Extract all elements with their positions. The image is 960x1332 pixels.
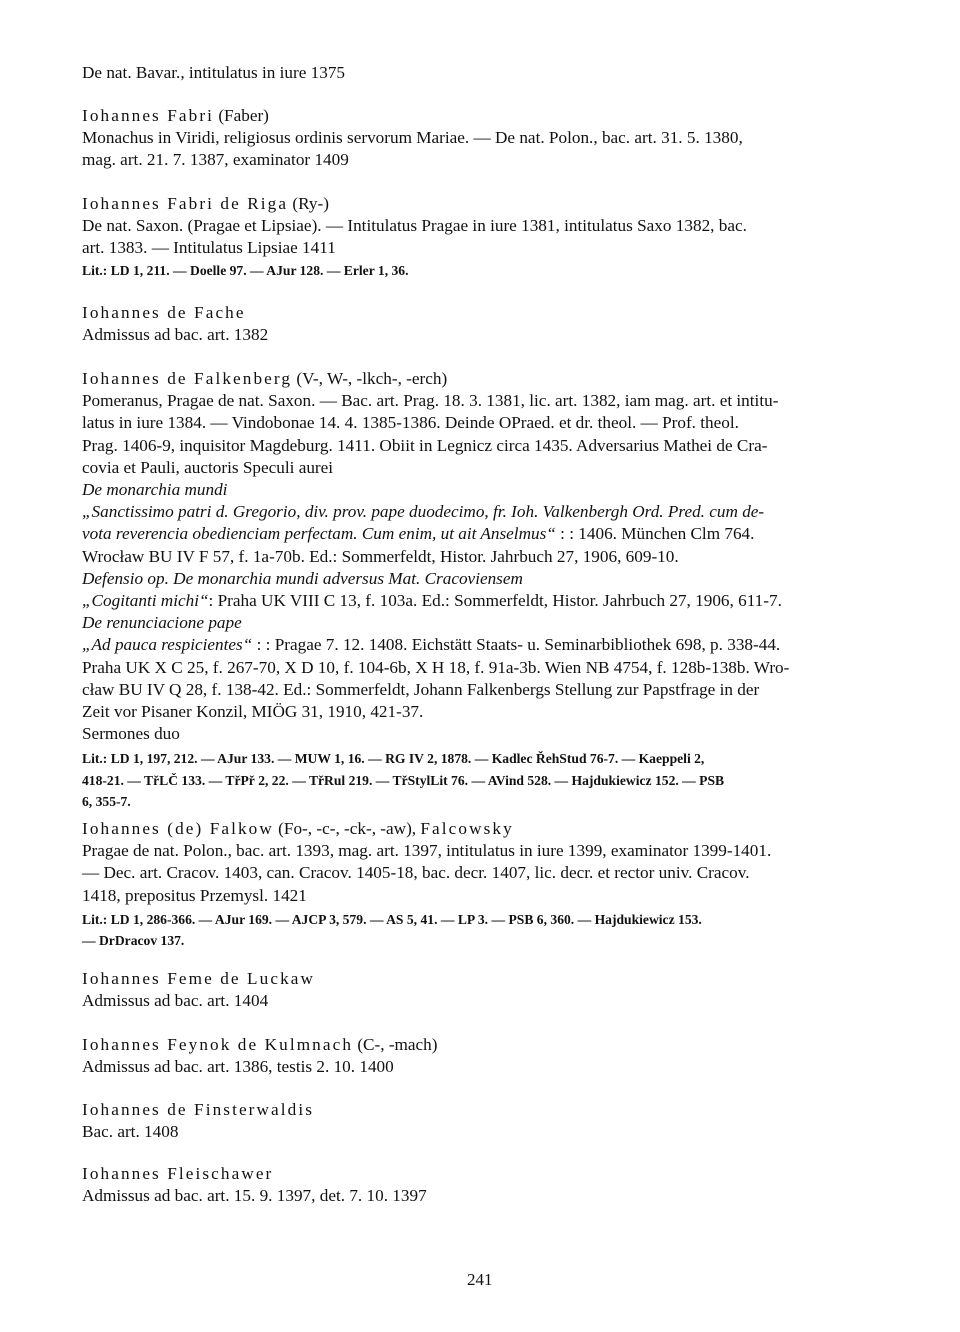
work-line xyxy=(82,546,890,568)
work-details: Sermones duo xyxy=(82,724,180,744)
entry-variants: (Faber) xyxy=(214,106,269,125)
work-details: Praha UK X C 25, f. 267-70, X D 10, f. 104-6b, X H 18, f. 91a-3b. Wien NB 4754, f. 128b-138b. Wro- xyxy=(82,657,790,677)
entry-heading xyxy=(82,968,890,990)
entry-iohannes-de-falkow xyxy=(82,818,890,952)
entry-line: — Dec. art. Cracov. 1403, can. Cracov. 1405-18, bac. decr. 1407, lic. decr. et rector univ. Cracov. xyxy=(82,863,750,883)
entry-heading xyxy=(82,302,890,324)
work-line xyxy=(82,679,890,701)
work-title: De monarchia mundi xyxy=(82,480,228,500)
entry-line: latus in iure 1384. — Vindobonae 14. 4. 1385-1386. Deinde OPraed. et dr. theol. — Prof. theol. xyxy=(82,413,739,433)
entry-iohannes-fabri-de-riga xyxy=(82,193,890,281)
entry-name: Iohannes de Fache xyxy=(82,303,246,322)
entry-line: Admissus ad bac. art. 1404 xyxy=(82,991,269,1011)
entry-name: Iohannes Feme de Luckaw xyxy=(82,969,315,988)
work-incipit: „Sanctissimo patri d. Gregorio, div. prov. pape duodecimo, fr. Ioh. Valkenbergh Ord. Pred. cum de- xyxy=(82,502,765,522)
work-line xyxy=(82,701,890,723)
entry-line: De nat. Bavar., intitulatus in iure 1375 xyxy=(82,63,346,82)
entry-variants: (Ry-) xyxy=(288,194,329,213)
work-line xyxy=(82,657,890,679)
entry-heading xyxy=(82,1099,890,1121)
entry-name-alt: Falcowsky xyxy=(420,819,514,838)
entry-variants: (C-, -mach) xyxy=(353,1035,438,1054)
work-line xyxy=(82,523,890,545)
entry-line: mag. art. 21. 7. 1387, examinator 1409 xyxy=(82,150,349,170)
entry-heading xyxy=(82,818,890,840)
entry-variants: (Fo-, -c-, -ck-, -aw), xyxy=(273,819,421,838)
work-line xyxy=(82,479,890,501)
entry-iohannes-feynok-de-kulmnach xyxy=(82,1034,890,1078)
entry-name: Iohannes Fabri de Riga xyxy=(82,194,289,213)
entry-name: Iohannes (de) Falkow xyxy=(82,819,274,838)
entry-line: Pomeranus, Pragae de nat. Saxon. — Bac. art. Prag. 18. 3. 1381, lic. art. 1382, iam mag. art. et intitu- xyxy=(82,391,779,411)
literature-line: Lit.: LD 1, 286-366. — AJur 169. — AJCP 3, 579. — AS 5, 41. — LP 3. — PSB 6, 360. — Hajdukiewicz 153. xyxy=(82,911,702,927)
entry-iohannes-feme-de-luckaw xyxy=(82,968,890,1012)
entry-line: De nat. Saxon. (Pragae et Lipsiae). — Intitulatus Pragae in iure 1381, intitulatus Saxo 1382, bac. xyxy=(82,216,747,236)
entry-iohannes-de-finsterwaldis xyxy=(82,1099,890,1143)
entry-heading xyxy=(82,1034,890,1056)
entry-name: Iohannes Feynok de Kulmnach xyxy=(82,1035,354,1054)
literature-line: 418-21. — TřLČ 133. — TřPř 2, 22. — TřRul 219. — TřStylLit 76. — AVind 528. — Hajdukiewicz 152. — PSB xyxy=(82,772,725,788)
entry-line: Pragae de nat. Polon., bac. art. 1393, mag. art. 1397, intitulatus in iure 1399, examinator 1399-1401. xyxy=(82,841,772,861)
literature-line: — DrDracov 137. xyxy=(82,933,185,949)
entry-variants: (V-, W-, -lkch-, -erch) xyxy=(292,369,448,388)
work-line xyxy=(82,568,890,590)
entry-line: Admissus ad bac. art. 1386, testis 2. 10. 1400 xyxy=(82,1057,394,1077)
entry-name: Iohannes de Falkenberg xyxy=(82,369,293,388)
work-line xyxy=(82,634,890,656)
work-details: : : 1406. München Clm 764. xyxy=(555,524,755,544)
entry-heading xyxy=(82,1163,890,1185)
work-line xyxy=(82,501,890,523)
entry-heading xyxy=(82,193,890,215)
work-details: Zeit vor Pisaner Konzil, MIÖG 31, 1910, 421-37. xyxy=(82,702,424,722)
entry-line: art. 1383. — Intitulatus Lipsiae 1411 xyxy=(82,238,336,258)
entry-heading xyxy=(82,105,890,127)
work-details: cław BU IV Q 28, f. 138-42. Ed.: Sommerfeldt, Johann Falkenbergs Stellung zur Papstfrage in der xyxy=(82,679,760,699)
literature-line: 6, 355-7. xyxy=(82,794,131,810)
work-line xyxy=(82,590,890,612)
entry-line: Admissus ad bac. art. 15. 9. 1397, det. 7. 10. 1397 xyxy=(82,1186,427,1206)
entry-name: Iohannes de Finsterwaldis xyxy=(82,1100,314,1119)
entry-iohannes-fabri xyxy=(82,105,890,172)
entry-iohannes-de-falkenberg xyxy=(82,368,890,813)
work-incipit: „Ad pauca respicientes“ xyxy=(82,635,253,655)
page-number: 241 xyxy=(467,1270,493,1289)
entry-line: Prag. 1406-9, inquisitor Magdeburg. 1411. Obiit in Legnicz circa 1435. Adversarius Mathei de Cra- xyxy=(82,435,768,455)
entry-heading xyxy=(82,368,890,390)
work-incipit: vota reverencia obedienciam perfectam. Cum enim, ut ait Anselmus“ xyxy=(82,524,556,544)
work-details: : Praha UK VIII C 13, f. 103a. Ed.: Sommerfeldt, Histor. Jahrbuch 27, 1906, 611-7. xyxy=(208,591,782,611)
entry-line: Bac. art. 1408 xyxy=(82,1122,179,1142)
work-incipit: „Cogitanti michi“ xyxy=(82,591,209,611)
work-line xyxy=(82,612,890,634)
entry-name: Iohannes Fabri xyxy=(82,106,215,125)
entry-line: 1418, prepositus Przemysl. 1421 xyxy=(82,885,307,905)
entry-iohannes-de-fache xyxy=(82,302,890,346)
work-details: : : Pragae 7. 12. 1408. Eichstätt Staats- u. Seminarbibliothek 698, p. 338-44. xyxy=(252,635,781,655)
entry-name: Iohannes Fleischawer xyxy=(82,1164,274,1183)
entry-line: covia et Pauli, auctoris Speculi aurei xyxy=(82,457,334,477)
work-title: Defensio op. De monarchia mundi adversus Mat. Cracoviensem xyxy=(82,568,523,588)
work-title: De renunciacione pape xyxy=(82,613,242,633)
literature-line: Lit.: LD 1, 211. — Doelle 97. — AJur 128. — Erler 1, 36. xyxy=(82,262,409,278)
work-line xyxy=(82,723,890,745)
entry-continuation xyxy=(82,62,890,84)
entry-iohannes-fleischawer xyxy=(82,1163,890,1207)
entry-line: Monachus in Viridi, religiosus ordinis servorum Mariae. — De nat. Polon., bac. art. 31. 5. 1380, xyxy=(82,128,743,148)
work-details: Wrocław BU IV F 57, f. 1a-70b. Ed.: Sommerfeldt, Histor. Jahrbuch 27, 1906, 609-10. xyxy=(82,546,679,566)
literature-line: Lit.: LD 1, 197, 212. — AJur 133. — MUW 1, 16. — RG IV 2, 1878. — Kadlec ŘehStud 76-7. — Kaeppeli 2, xyxy=(82,751,705,767)
entry-line: Admissus ad bac. art. 1382 xyxy=(82,325,269,345)
